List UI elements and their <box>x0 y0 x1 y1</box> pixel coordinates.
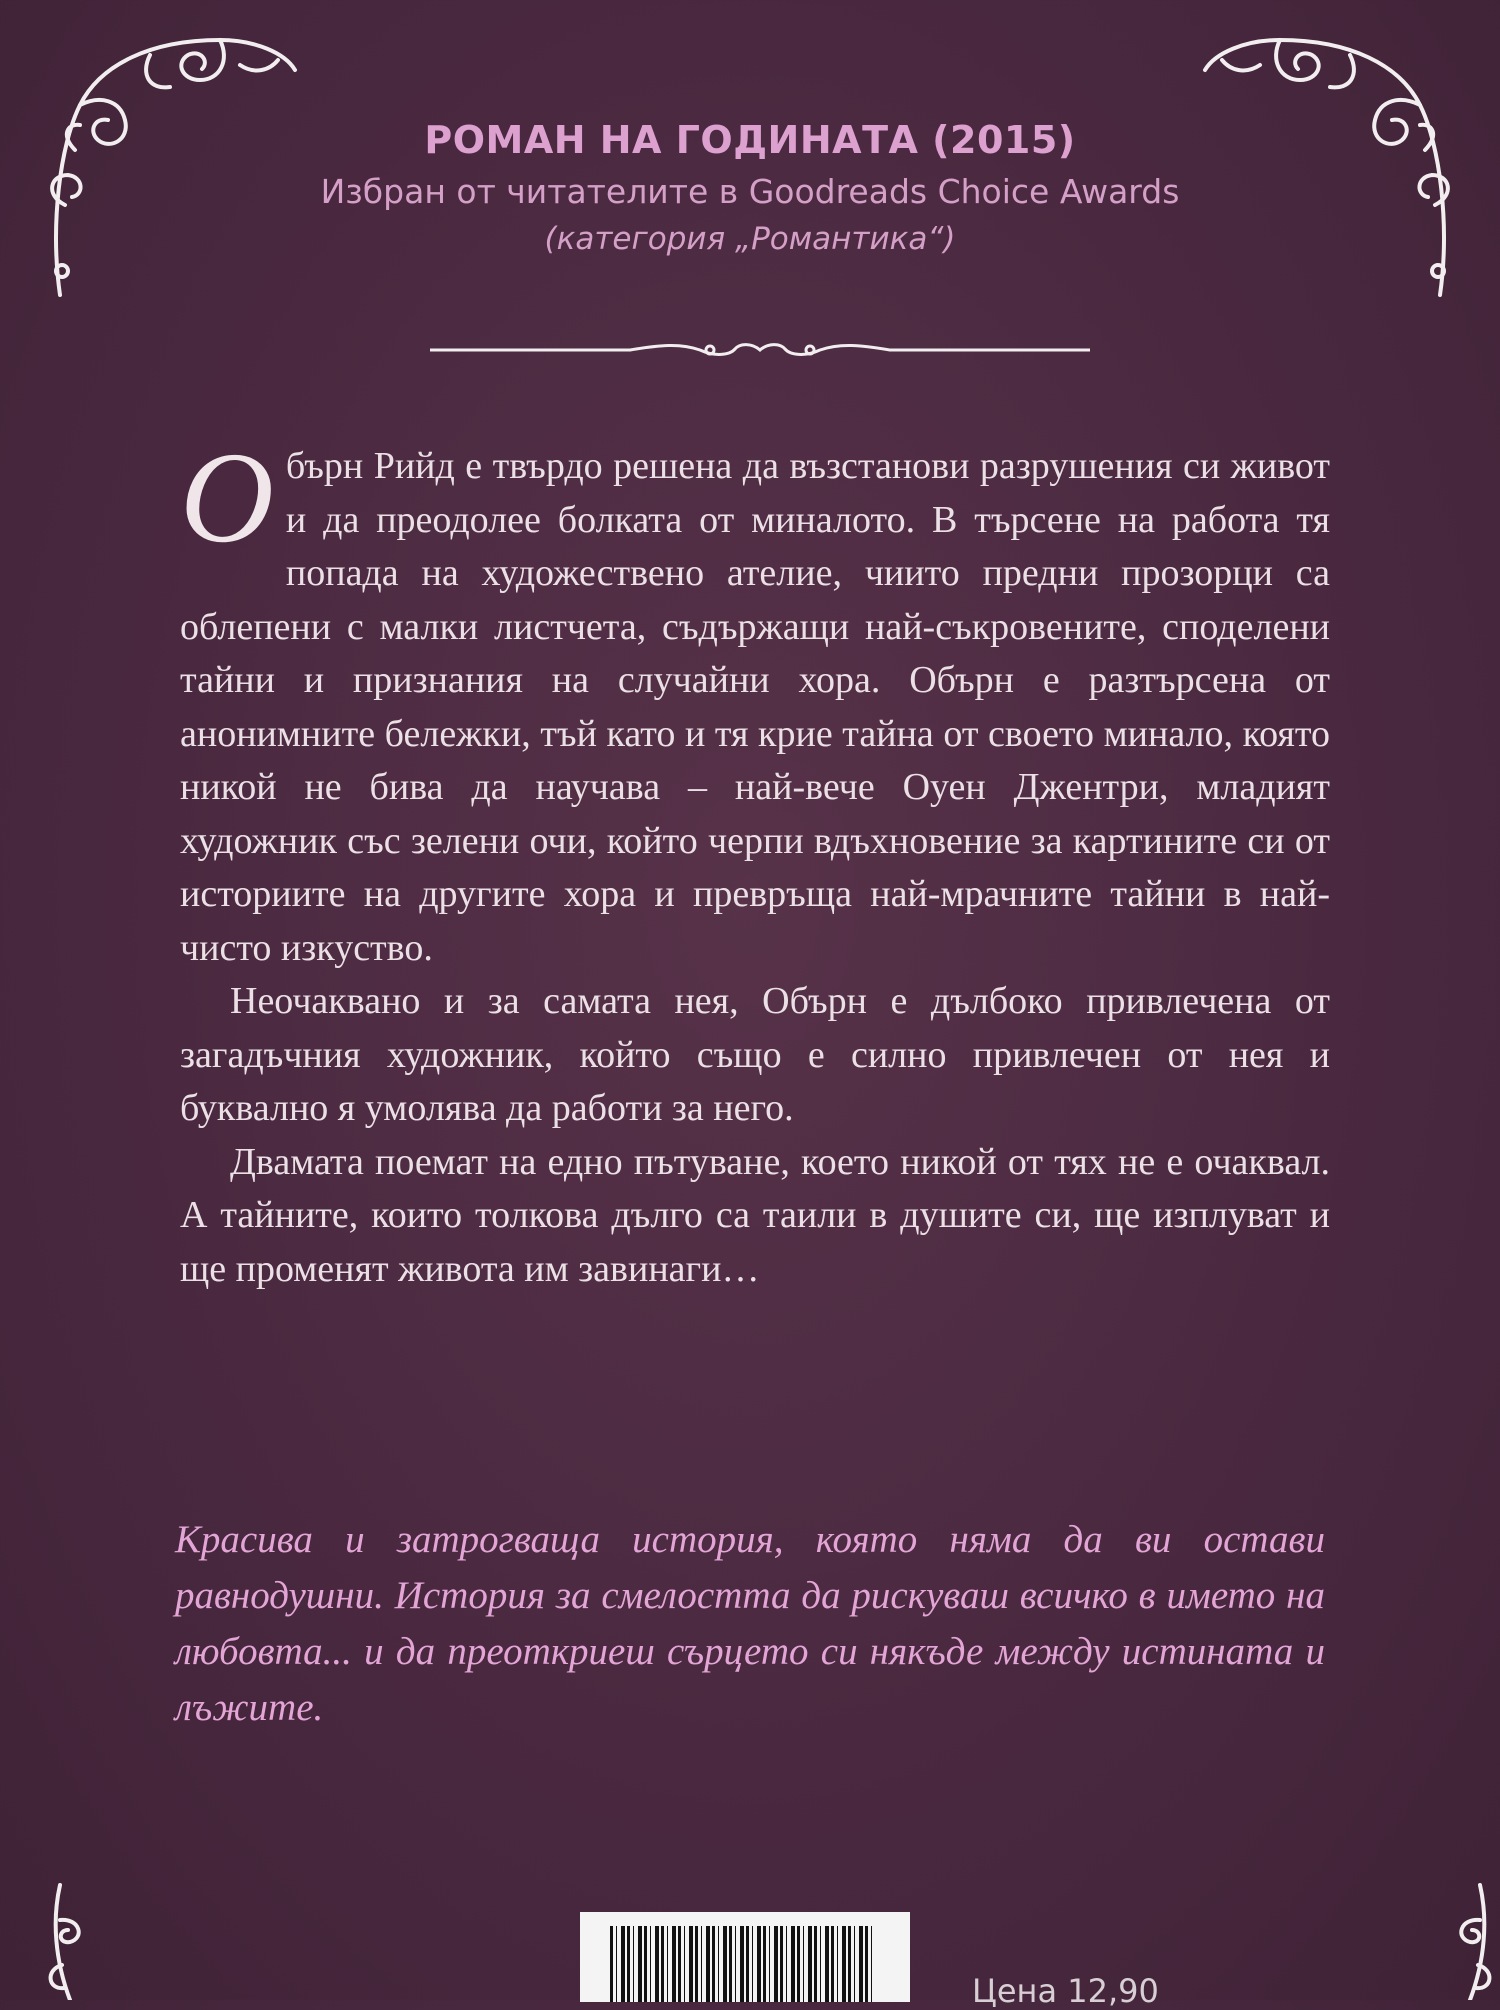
award-header <box>0 118 1500 257</box>
barcode-icon <box>580 1912 910 2002</box>
description-paragraph-2: Неочаквано и за самата нея, Обърн е дълбоко привлечена от загадъчния художник, който също е силно привлечен от нея и буквално я умолява да работи за него. <box>180 980 1330 1129</box>
award-category: (категория „Романтика“) <box>544 221 956 257</box>
book-description <box>180 426 1330 1296</box>
review-quote: Красива и затрогваща история, която няма да ви остави равнодушни. История за смелостта да рискуваш всичко в името на любовта... и да преоткриеш сърцето си някъде между истината и лъжите. <box>175 1518 1325 1729</box>
divider-flourish-icon <box>430 335 1090 369</box>
ornament-corner-bottom-right-icon <box>1380 1880 1500 2000</box>
award-title: РОМАН НА ГОДИНАТА (2015) <box>424 118 1076 162</box>
description-paragraph-1 <box>180 426 1330 975</box>
price-label: Цена 12,90 <box>972 1972 1159 2010</box>
barcode-bars <box>610 1926 875 2002</box>
description-paragraph-1-text: бърн Рийд е твърдо решена да възстанови разрушения си живот и да преодолее болката от миналото. В търсене на работа тя попада на художествено ателие, чиито предни прозорци са облепени с малки листчета, съдържащи най-съкровените, споделени тайни и признания на случайни хора. Обърн е разтърсена от анонимните бележки, тъй като и тя крие тайна от своето минало, която никой не бива да научава – най-вече Оуен Джентри, младият художник със зелени очи, който черпи вдъхновение за картините си от историите на другите хора и превръща най-мрачните тайни в най-чисто изкуство. <box>180 445 1330 969</box>
description-paragraph-3: Двамата поемат на едно пътуване, което никой от тях не е очаквал. А тайните, които толкова дълго са таили в душите си, ще изплуват и ще променят живота им завинаги… <box>180 1140 1330 1290</box>
award-subtitle: Избран от читателите в Goodreads Choice Awards <box>320 172 1180 211</box>
ornament-corner-bottom-left-icon <box>40 1880 160 2000</box>
drop-cap: О <box>180 426 274 570</box>
